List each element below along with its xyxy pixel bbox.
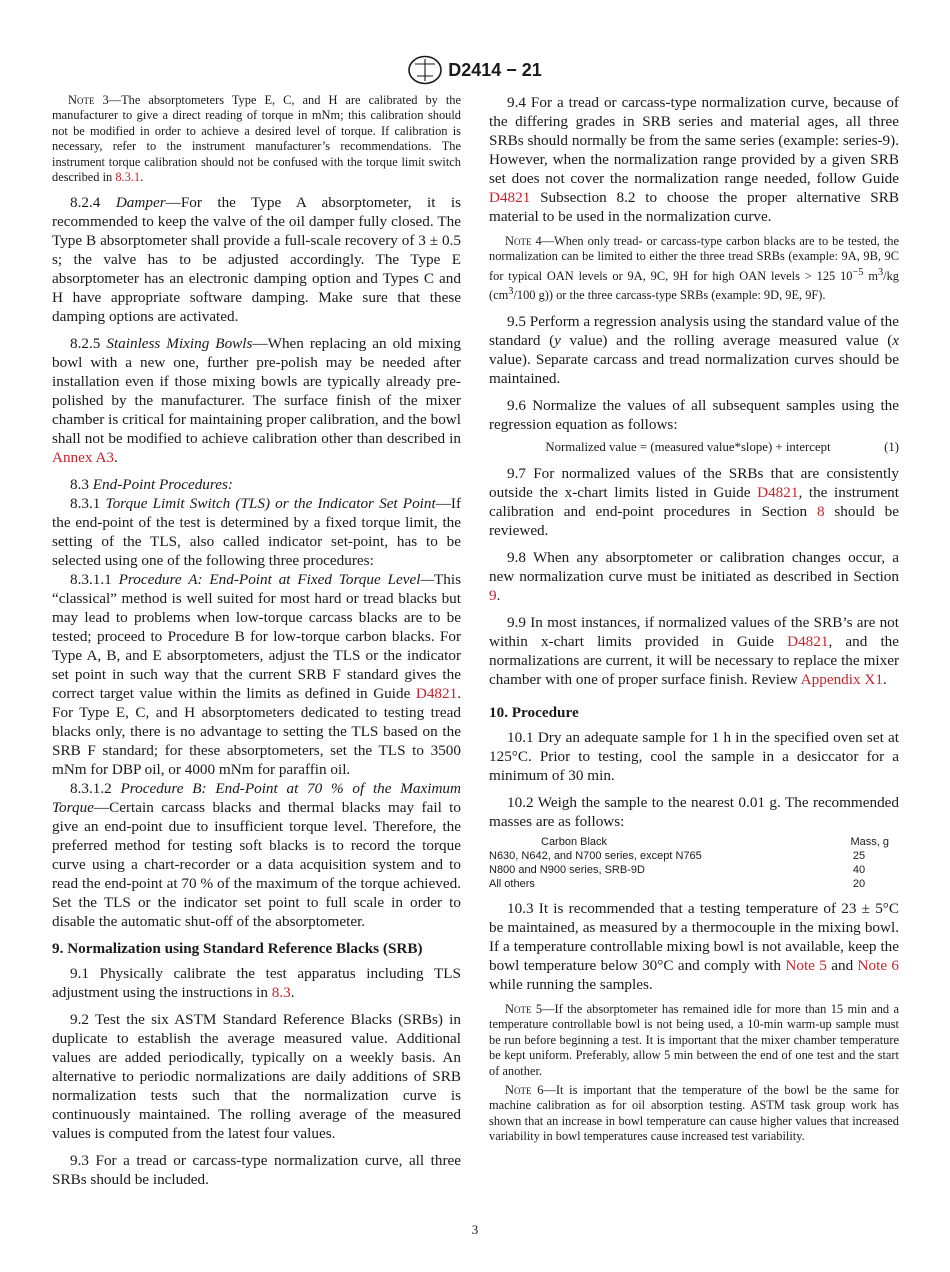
guide-link[interactable]: D4821 [489,189,531,206]
note-5: Note 5—If the absorptometer has remained idle for more than 15 min and a temperature controllable bowl is not being used, a 10-min warm-up sample must be run before beginning a test. It is important that the mixer chamber temperature be kept uniform. Preferably, allow 5 min between the end of one test and the start of another. [489,1001,899,1078]
paragraph-9-6: 9.6 Normalize the values of all subsequent samples using the regression equation as follows: [489,396,899,433]
column-header: Carbon Black [541,835,608,848]
page-header [0,55,950,85]
astm-logo-icon [408,55,442,85]
guide-link[interactable]: D4821 [415,685,458,703]
paragraph-9-9: 9.9 In most instances, if normalized values of the SRB’s are not within x-chart limits provided in Guide D4821, and the normalizations are current, it will be necessary to replace the mixer chamber with one of proper surface finish. Review Appendix X1. [489,613,900,688]
section-link[interactable]: 8 [816,502,825,520]
standard-designation: D2414 − 21 [448,59,542,80]
table-cell: 25 [852,849,866,862]
table-row [489,877,899,891]
note-6: Note 6—It is important that the temperature of the bowl be the same for machine calibration as for oil absorption testing. ASTM task group work has shown that an increase in bowl temperature can cause higher values that increased variability in bowl temperatures cause increased test variability. [489,1082,899,1144]
note-4: Note 4—When only tread- or carcass-type carbon blacks are to be tested, the normalization can be limited to either the three tread SRBs (example: 9A, 9B, 9C for typical OAN levels or 9A, 9C, 9H for high OAN levels > 125 $10^{-5}$ $m^3/kg$ ($cm^3/100$ g)) or the three carcass-type SRBs (example: 9D, 9E, 9F). [489,234,899,303]
section-link[interactable]: 9 [489,586,497,604]
paragraph-10-1: 10.1 Dry an adequate sample for 1 h in the specified oven set at 125°C. Prior to testing, cool the sample in a desiccator for a minimum of 30 min. [489,728,899,784]
equation-number: (1) [884,439,899,454]
paragraph-8-3-1: 8.3.1 Torque Limit Switch (TLS) or the Indicator Set Point—If the end-point of the test is determined by a fixed torque limit, the setting of the TLS, also called indicator set-point, has to be selected using one of the following three procedures: [52,495,462,570]
table-cell: N800 and N900 series, SRB-9D [489,863,645,876]
paragraph-9-5: 9.5 Perform a regression analysis using the standard value of the standard (y value) and the rolling average measured value (x value). Separate carcass and tread normalization curves should be maintained. [489,312,899,387]
paragraph-8-3: 8.3 End-Point Procedures: [70,476,233,494]
paragraph-9-1: 9.1 Physically calibrate the test apparatus including TLS adjustment using the instructions in 8.3. [52,965,461,1002]
left-column [52,93,461,1197]
annex-link[interactable]: Annex A3 [52,449,115,467]
right-column [489,93,899,1153]
note-link[interactable]: Note 5 [785,956,827,974]
table-cell: 20 [852,877,866,890]
paragraph-10-2: 10.2 Weigh the sample to the nearest 0.01 g. The recommended masses are as follows: [489,793,899,830]
paragraph-8-3-1-2: 8.3.1.2 Procedure B: End-Point at 70 % of the Maximum Torque—Certain carcass blacks and thermal blacks may fail to give an end-point due to insufficient torque level. Therefore, the preferred method for testing soft blacks is to record the torque curve using a chart-recorder or a data acquisition system and to read the end-point at 70 % of the maximum of the torque achieved. Set the TLS or the indicator set point to full scale in order to disable the automatic shut-off of the absorptometer. [52,780,461,931]
paragraph-8-2-4: 8.2.4 Damper—For the Type A absorptometer, it is recommended to keep the valve of the oil damper fully closed. The Type B absorptometer shall provide a full-scale recovery of 3 ± 0.5 s; the valve has to be adjusted accordingly. The Type E absorptometer has an electronic damping option and Types C and H have appropriate software damping. Make sure that these damping options are activated. [52,194,462,326]
note-label: Note 4 [505,234,542,248]
appendix-link[interactable]: Appendix X1 [800,670,883,688]
table-cell: 40 [852,863,866,876]
paragraph-9-8: 9.8 When any absorptometer or calibration changes occur, a new normalization curve must be initiated as described in Section 9. [489,548,899,604]
paragraph-8-2-5: 8.2.5 Stainless Mixing Bowls—When replacing an old mixing bowl with a new one, further pre-polish may be needed after installation even if those mixing bowls are typically already pre-polished by the manufacturer. The surface finish of the mixer chamber is critical for maintaining proper calibration, and the bowl shall not be modified to achieve calibration other than described in Annex A3. [52,335,461,467]
section-link[interactable]: 8.3 [271,984,291,1002]
section-heading-9: 9. Normalization using Standard Reference Blacks (SRB) [52,940,423,958]
paragraph-8-3-1-1: 8.3.1.1 Procedure A: End-Point at Fixed Torque Level—This “classical” method is well suited for most hard or tread blacks but may lead to problems when low-torque carcass blacks are to be tested; proceed to Procedure B for low-torque carbon blacks. For Type A, B, and E absorptometers, adjust the TLS or the indicator set point in such way that the current SRB F standard gives the correct target value within the limits as defined in Guide D4821. For Type E, C, and H absorptometers dedicated to testing tread blacks only, there is no advantage to setting the TLS based on the SRB F standard; for these absorptometers, set the TLS to 3500 mNm for DBP oil, or 4000 mNm for paraffin oil. [52,571,461,779]
table-cell: N630, N642, and N700 series, except N765 [489,849,702,862]
equation-expression: Normalized value = (measured value*slope) + intercept [545,439,831,454]
note-label: Note 3 [68,93,109,107]
paragraph-9-3: 9.3 For a tread or carcass-type normalization curve, all three SRBs should be included. [52,1152,461,1189]
mass-table [489,835,899,891]
column-header: Mass, g [850,835,889,848]
guide-link[interactable]: D4821 [757,483,799,501]
note-label: Note 5 [505,1001,543,1016]
note-label: Note 6 [505,1082,544,1097]
page-number: 3 [471,1222,479,1237]
table-cell: All others [489,877,535,890]
section-heading-10: 10. Procedure [489,703,579,721]
equation-1 [489,438,899,456]
paragraph-9-4: 9.4 For a tread or carcass-type normalization curve, because of the differing grades in SRB series and material ages, all three SRBs should normally be from the same series (example: series-9). However, when the normalization range provided by a given SRB set does not cover the normalization range needed, follow Guide D4821 Subsection 8.2 to choose the proper alternative SRB material to be used in the normalization curve. [489,94,899,225]
table-row [489,863,899,877]
note-3: Note 3—The absorptometers Type E, C, and H are calibrated by the manufacturer to give a direct reading of torque in mNm; this calibration should not be modified in order to achieve a desired level of torque. If calibration is necessary, refer to the instrument manufacturer’s recommendations. The instrument torque calibration should not be confused with the torque limit switch described in 8.3.1. [52,93,461,185]
section-link[interactable]: 8.3.1 [115,170,141,185]
paragraph-9-2: 9.2 Test the six ASTM Standard Reference Blacks (SRBs) in duplicate to establish the average measured value. Additional values are added periodically, typically on a weekly basis. An alternative to periodic normalizations are daily additions of SRB normalization tests such that the normalization curve is continuously maintained. The rolling average of the measured values is computed from the latest four values. [52,1011,461,1143]
paragraph-9-7: 9.7 For normalized values of the SRBs that are consistently outside the x-chart limits listed in Guide D4821, the instrument calibration and end-point procedures in Section 8 should be reviewed. [489,464,899,539]
guide-link[interactable]: D4821 [787,632,829,650]
paragraph-10-3: 10.3 It is recommended that a testing temperature of 23 ± 5°C be maintained, as measured by a thermocouple in the mixing bowl. If a temperature controllable mixing bowl is not available, keep the bowl temperature below 30°C and comply with Note 5 and Note 6 while running the samples. [489,899,900,993]
table-row [489,849,899,863]
table-header-row [489,835,899,849]
note-link[interactable]: Note 6 [857,956,900,974]
